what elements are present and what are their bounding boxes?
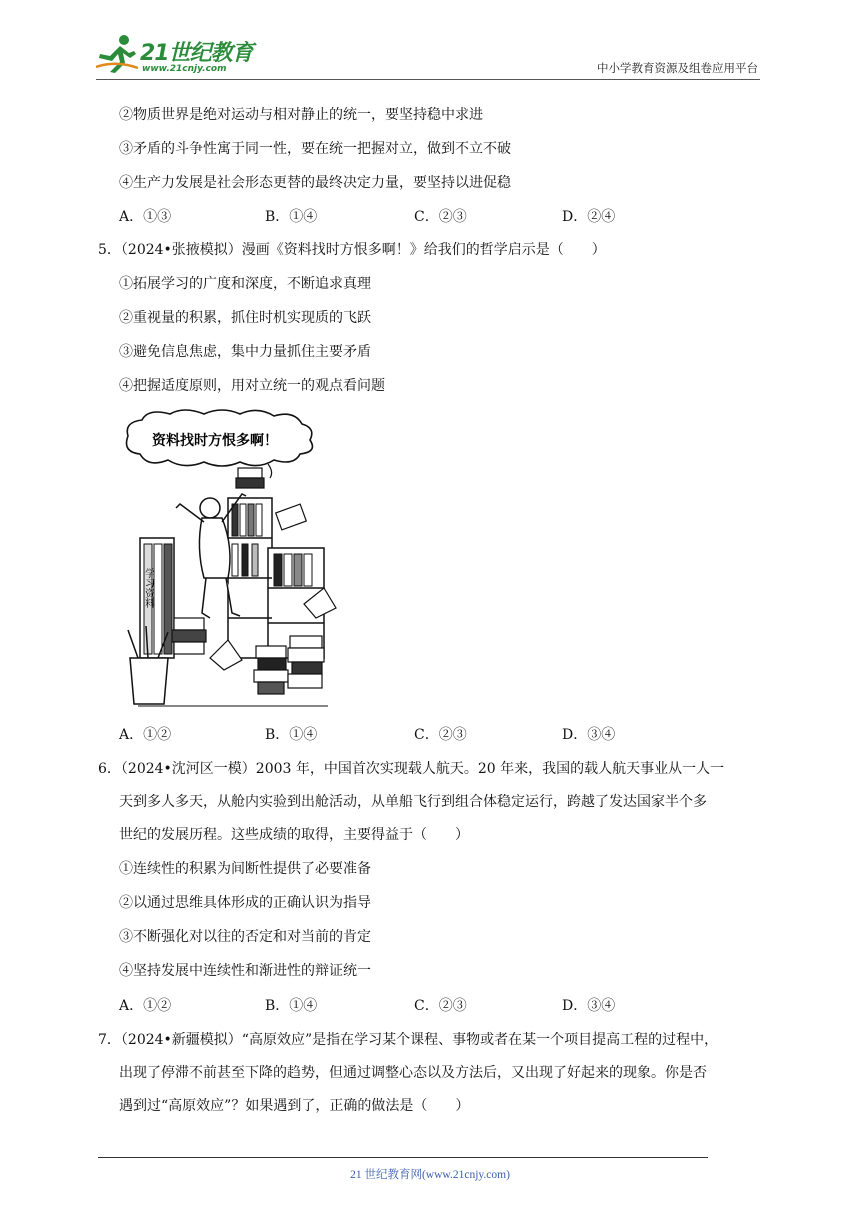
q6-statement-2: ②以通过思维具体形成的正确认识为指导	[119, 895, 371, 911]
q5-statement-1: ①拓展学习的广度和深度，不断追求真理	[119, 276, 371, 292]
footer-divider	[98, 1157, 708, 1158]
q6-option-a[interactable]: A．①②	[119, 998, 172, 1014]
spine-label: 学习资料	[142, 568, 154, 608]
q5-stem: 5．（2024•张掖模拟）漫画《资料找时方恨多啊！》给我们的哲学启示是（ ）	[98, 242, 606, 258]
q5-statement-3: ③避免信息焦虑，集中力量抓住主要矛盾	[119, 344, 371, 360]
footer-link[interactable]: 21 世纪教育网(www.21cnjy.com)	[350, 1169, 510, 1181]
q5-option-d[interactable]: D．③④	[562, 727, 616, 743]
q6-stem-line-2: 天到多人多天，从舱内实验到出舱活动，从单船飞行到组合体稳定运行，跨越了发达国家半个多	[119, 794, 707, 810]
site-logo[interactable]	[96, 34, 266, 78]
q6-statement-3: ③不断强化对以往的否定和对当前的肯定	[119, 929, 371, 945]
q6-option-b[interactable]: B．①④	[265, 998, 318, 1014]
q6-option-d[interactable]: D．③④	[562, 998, 616, 1014]
q6-statement-4: ④坚持发展中连续性和渐进性的辩证统一	[119, 963, 371, 979]
q4-statement-3: ③矛盾的斗争性寓于同一性，要在统一把握对立，做到不立不破	[119, 141, 511, 157]
q4-option-d[interactable]: D．②④	[562, 209, 616, 225]
q7-stem-line-2: 出现了停滞不前甚至下降的趋势，但通过调整心态以及方法后，又出现了好起来的现象。你是否	[119, 1065, 707, 1081]
q5-option-a[interactable]: A．①②	[119, 727, 172, 743]
page-header	[96, 34, 760, 80]
q4-option-b[interactable]: B．①④	[265, 209, 318, 225]
q6-option-c[interactable]: C．②③	[414, 998, 467, 1014]
q7-stem-line-1: 7．（2024•新疆模拟）“高原效应”是指在学习某个课程、事物或者在某一个项目提高工程的过程中，	[98, 1032, 719, 1048]
q7-stem-line-3: 遇到过“高原效应”？如果遇到了，正确的做法是（ ）	[119, 1098, 470, 1114]
q5-statement-2: ②重视量的积累，抓住时机实现质的飞跃	[119, 310, 371, 326]
header-divider	[96, 79, 760, 80]
q6-stem-line-1: 6．（2024•沈河区一模）2003 年，中国首次实现载人航天。20 年来，我国的载人航天事业从一人一	[98, 761, 725, 777]
q6-statement-1: ①连续性的积累为间断性提供了必要准备	[119, 861, 371, 877]
comic-caption: 资料找时方恨多啊！	[152, 433, 278, 449]
q6-stem-line-3: 世纪的发展历程。这些成绩的取得，主要得益于（ ）	[119, 827, 469, 843]
logo-url: www.21cnjy.com	[142, 64, 227, 74]
comic-illustration	[118, 408, 348, 713]
runner-logo-icon	[96, 34, 140, 74]
q5-option-c[interactable]: C．②③	[414, 727, 467, 743]
logo-text: 21世纪教育	[140, 41, 253, 66]
q4-statement-4: ④生产力发展是社会形态更替的最终决定力量，要坚持以进促稳	[119, 175, 511, 191]
q4-option-a[interactable]: A．①③	[119, 209, 172, 225]
q4-option-c[interactable]: C．②③	[414, 209, 467, 225]
q5-option-b[interactable]: B．①④	[265, 727, 318, 743]
q5-statement-4: ④把握适度原则，用对立统一的观点看问题	[119, 378, 385, 394]
platform-name: 中小学教育资源及组卷应用平台	[597, 61, 758, 75]
q4-statement-2: ②物质世界是绝对运动与相对静止的统一，要坚持稳中求进	[119, 107, 483, 123]
